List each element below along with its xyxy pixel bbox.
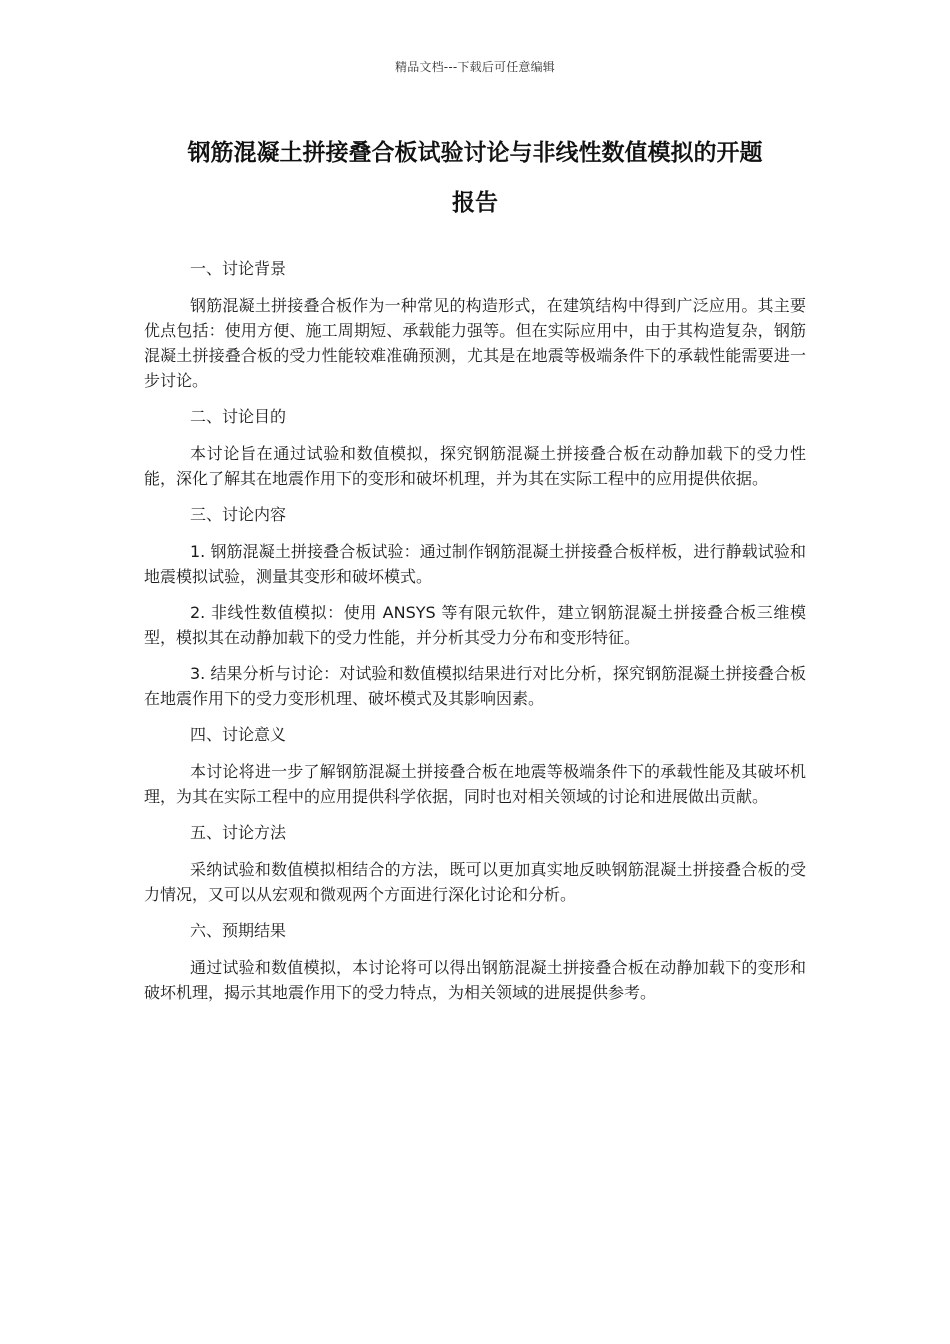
section-heading-purpose: 二、讨论目的: [190, 407, 287, 426]
paragraph-content-item-1: 1. 钢筋混凝土拼接叠合板试验：通过制作钢筋混凝土拼接叠合板样板，进行静载试验和地震模拟试验，测量其变形和破坏模式。: [144, 542, 806, 586]
document-title-line-2: 报告: [452, 190, 498, 216]
section-heading-background: 一、讨论背景: [190, 259, 287, 278]
paragraph-content-item-3: 3. 结果分析与讨论：对试验和数值模拟结果进行对比分析，探究钢筋混凝土拼接叠合板在地震作用下的受力变形机理、破坏模式及其影响因素。: [144, 664, 806, 708]
section-heading-content: 三、讨论内容: [190, 505, 287, 524]
paragraph-content-item-2: 2. 非线性数值模拟：使用 ANSYS 等有限元软件，建立钢筋混凝土拼接叠合板三维模型，模拟其在动静加载下的受力性能，并分析其受力分布和变形特征。: [144, 603, 806, 647]
section-heading-method: 五、讨论方法: [190, 823, 287, 842]
paragraph-background: 钢筋混凝土拼接叠合板作为一种常见的构造形式，在建筑结构中得到广泛应用。其主要优点包括：使用方便、施工周期短、承载能力强等。但在实际应用中，由于其构造复杂，钢筋混凝土拼接叠合板的受力性能较难准确预测，尤其是在地震等极端条件下的承载性能需要进一步讨论。: [144, 296, 806, 390]
document-title-line-1: 钢筋混凝土拼接叠合板试验讨论与非线性数值模拟的开题: [187, 140, 763, 166]
paragraph-significance: 本讨论将进一步了解钢筋混凝土拼接叠合板在地震等极端条件下的承载性能及其破坏机理，为其在实际工程中的应用提供科学依据，同时也对相关领域的讨论和进展做出贡献。: [144, 762, 806, 806]
paragraph-purpose: 本讨论旨在通过试验和数值模拟，探究钢筋混凝土拼接叠合板在动静加载下的受力性能，深化了解其在地震作用下的变形和破坏机理，并为其在实际工程中的应用提供依据。: [144, 444, 806, 488]
paragraph-method: 采纳试验和数值模拟相结合的方法，既可以更加真实地反映钢筋混凝土拼接叠合板的受力情况，又可以从宏观和微观两个方面进行深化讨论和分析。: [144, 860, 806, 904]
section-heading-significance: 四、讨论意义: [190, 725, 287, 744]
paragraph-expected-results: 通过试验和数值模拟，本讨论将可以得出钢筋混凝土拼接叠合板在动静加载下的变形和破坏机理，揭示其地震作用下的受力特点，为相关领域的进展提供参考。: [144, 958, 806, 1002]
page-header: 精品文档---下载后可任意编辑: [395, 60, 555, 74]
document-title: [130, 128, 820, 228]
section-heading-expected-results: 六、预期结果: [190, 921, 287, 940]
document-body: [144, 256, 806, 1016]
